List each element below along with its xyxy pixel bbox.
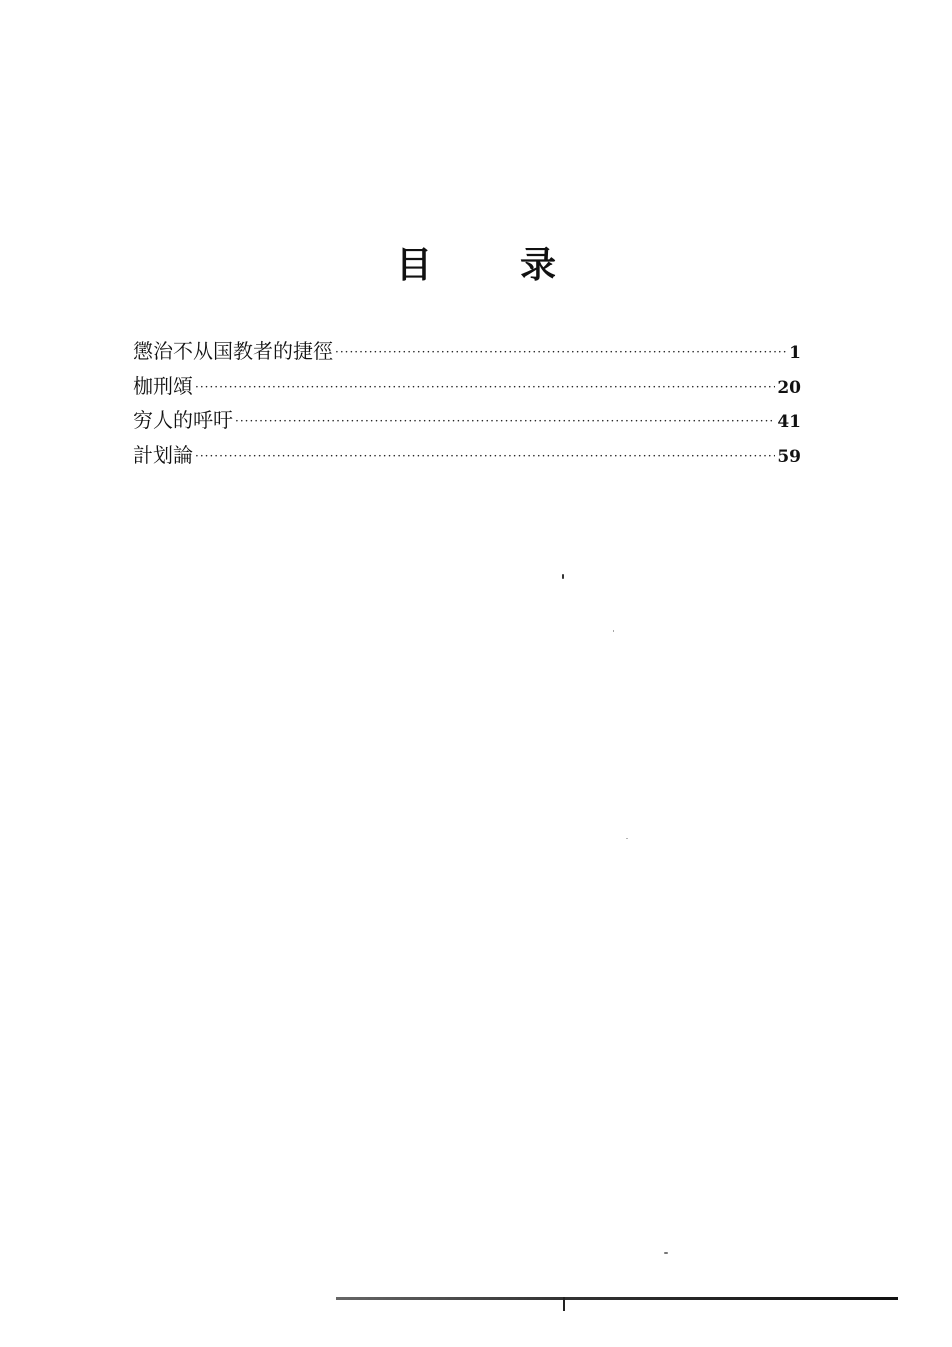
toc-entry-title: 懲治不从国教者的捷徑	[133, 339, 333, 363]
toc-heading-char-2: 录	[519, 244, 556, 286]
scan-speck	[562, 574, 564, 579]
toc-dot-leader	[195, 441, 775, 471]
toc-entry-page: 1	[789, 343, 801, 363]
toc-dot-leader	[235, 406, 775, 436]
toc-dot-leader	[195, 372, 775, 402]
toc-heading	[396, 242, 556, 288]
toc-entry-page: 41	[777, 412, 801, 432]
toc-entry-page: 20	[777, 377, 801, 398]
toc-entry[interactable]	[133, 405, 801, 440]
toc-entry[interactable]	[133, 440, 801, 475]
toc-entry[interactable]	[133, 371, 801, 406]
toc-heading-char-1: 目	[396, 244, 433, 286]
footer-rule	[336, 1297, 898, 1300]
toc-entry-title: 計划論	[133, 442, 193, 467]
toc-list	[133, 336, 801, 474]
toc-dot-leader	[335, 337, 787, 367]
toc-entry-title: 穷人的呼吁	[133, 408, 233, 432]
footer-rule-tick	[563, 1297, 565, 1311]
scan-speck	[664, 1252, 668, 1254]
toc-entry[interactable]	[133, 336, 801, 371]
scan-speck	[626, 838, 628, 839]
toc-entry-title: 枷刑頌	[133, 373, 193, 398]
scan-speck	[613, 630, 614, 632]
toc-entry-page: 59	[777, 446, 801, 467]
